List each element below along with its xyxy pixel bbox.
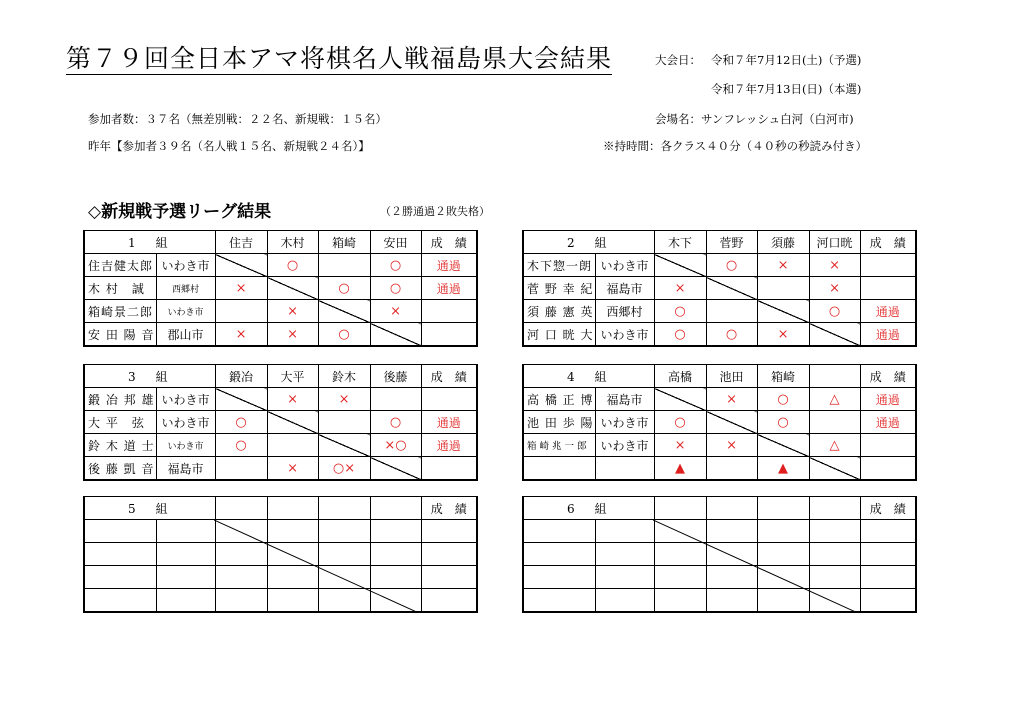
result-cell: 通過 [860,300,916,323]
match-cell [215,254,267,277]
result-cell: 通過 [421,277,477,300]
player-name: 須 藤 憲 英 [523,300,595,323]
result-cell [421,300,477,323]
opponent-header: 住吉 [215,231,267,254]
match-cell [809,520,860,543]
match-cell [654,388,706,411]
match-cell [809,589,860,613]
player-name [523,566,595,589]
date-label: 大会日： [655,53,701,67]
league-table-group-5 [83,496,478,613]
opponent-header [370,497,421,520]
player-town [156,520,215,543]
page-title: 第７９回全日本アマ将棋名人戦福島県大会結果 [66,44,613,73]
match-cell [318,411,370,434]
rule-note: （２勝通過２敗失格） [380,205,490,218]
opponent-header: 須藤 [757,231,809,254]
player-name [84,589,156,613]
match-cell: ○ [757,411,809,434]
player-row [523,254,916,277]
match-cell [706,411,757,434]
result-cell: 通過 [421,411,477,434]
match-cell [706,520,757,543]
player-row [84,323,477,347]
player-name [523,520,595,543]
player-name [523,543,595,566]
opponent-header: 大平 [267,365,318,388]
result-cell [421,566,477,589]
match-cell: ○ [757,388,809,411]
match-cell [267,434,318,457]
result-header: 成 績 [860,497,916,520]
player-town: いわき市 [156,434,215,457]
result-cell [421,589,477,613]
player-town: 西郷村 [156,277,215,300]
match-cell: × [267,457,318,481]
match-cell [809,543,860,566]
result-cell: 通過 [421,434,477,457]
player-row [523,388,916,411]
player-row [84,277,477,300]
player-town [595,566,654,589]
match-cell [706,589,757,613]
result-header: 成 績 [421,231,477,254]
player-town: いわき市 [595,254,654,277]
result-cell [860,457,916,481]
player-town: 福島市 [595,277,654,300]
result-cell [860,254,916,277]
match-cell: ○ [267,254,318,277]
match-cell: ▲ [757,457,809,481]
last-year-text: 昨年【参加者３９名（名人戦１５名、新規戦２４名）】 [88,139,370,153]
match-cell: ○ [654,323,706,347]
player-row [523,457,916,481]
match-cell [267,520,318,543]
player-row [84,411,477,434]
player-name: 鈴 木 道 士 [84,434,156,457]
match-cell [757,434,809,457]
match-cell [370,566,421,589]
match-cell [267,411,318,434]
player-name: 菅 野 幸 紀 [523,277,595,300]
match-cell [654,254,706,277]
player-town [156,589,215,613]
player-town [595,589,654,613]
time-limit-text: ※持時間：各クラス４０分（４０秒の秒読み付き） [603,139,868,153]
player-town [595,457,654,481]
match-cell [809,323,860,347]
match-cell [370,589,421,613]
match-cell [757,543,809,566]
player-row [523,434,916,457]
player-town: いわき市 [595,434,654,457]
match-cell [267,277,318,300]
player-name [84,543,156,566]
match-cell [318,543,370,566]
opponent-header: 木下 [654,231,706,254]
match-cell [757,300,809,323]
player-row [84,543,477,566]
league-table-group-4 [522,364,917,481]
match-cell: ▲ [654,457,706,481]
match-cell: × [370,300,421,323]
player-name: 箱崎景二郎 [84,300,156,323]
league-table-group-3 [83,364,478,481]
result-header: 成 績 [421,365,477,388]
player-name [523,457,595,481]
match-cell [318,300,370,323]
match-cell: × [809,254,860,277]
group-label: 6 組 [523,497,654,520]
match-cell: ○ [706,254,757,277]
opponent-header: 鈴木 [318,365,370,388]
match-cell [215,388,267,411]
player-row [523,411,916,434]
match-cell [267,589,318,613]
match-cell: × [267,300,318,323]
match-cell: △ [809,434,860,457]
group-label: 4 組 [523,365,654,388]
player-name: 大 平 弦 [84,411,156,434]
match-cell: ○ [654,300,706,323]
match-cell: × [757,254,809,277]
result-header: 成 績 [860,231,916,254]
player-row [84,520,477,543]
match-cell: × [215,323,267,347]
match-cell: ○ [654,411,706,434]
player-name [84,566,156,589]
match-cell [215,566,267,589]
match-cell [809,566,860,589]
participants-text: 参加者数：３７名（無差別戦：２２名、新規戦：１５名） [88,112,387,126]
match-cell [706,300,757,323]
match-cell [215,543,267,566]
match-cell [370,457,421,481]
match-cell: △ [809,388,860,411]
player-row [523,520,916,543]
match-cell: × [706,434,757,457]
match-cell [318,566,370,589]
match-cell [370,520,421,543]
match-cell: ○ [370,411,421,434]
match-cell [215,300,267,323]
result-cell [860,566,916,589]
result-cell [860,543,916,566]
match-cell [370,543,421,566]
player-name: 後 藤 凱 音 [84,457,156,481]
opponent-header: 箱崎 [318,231,370,254]
match-cell: ○ [318,277,370,300]
opponent-header: 箱崎 [757,365,809,388]
player-town: いわき市 [595,323,654,347]
match-cell [706,277,757,300]
section-title: ◇新規戦予選リーグ結果 [88,202,272,222]
opponent-header [809,365,860,388]
player-row [84,388,477,411]
match-cell [654,520,706,543]
match-cell: ○ [370,254,421,277]
group-label: 2 組 [523,231,654,254]
match-cell [757,520,809,543]
match-cell [654,543,706,566]
venue-text: 会場名：サンフレッシュ白河（白河市) [655,112,854,126]
opponent-header: 池田 [706,365,757,388]
opponent-header: 安田 [370,231,421,254]
match-cell: × [809,277,860,300]
player-row [84,589,477,613]
player-row [84,566,477,589]
match-cell [215,589,267,613]
player-town [156,543,215,566]
match-cell: ○ [215,434,267,457]
player-town: いわき市 [595,411,654,434]
match-cell: × [757,323,809,347]
match-cell: × [267,323,318,347]
player-row [523,543,916,566]
player-name: 箱 崎 兆 一 郎 [523,434,595,457]
match-cell [809,457,860,481]
date-main: 令和７年7月13日(日)（本選) [711,82,862,96]
opponent-header: 後藤 [370,365,421,388]
result-cell [860,434,916,457]
player-row [523,323,916,347]
opponent-header [654,497,706,520]
opponent-header: 木村 [267,231,318,254]
player-name: 木 村 誠 [84,277,156,300]
player-name: 安 田 陽 音 [84,323,156,347]
match-cell [370,323,421,347]
player-town: いわき市 [156,388,215,411]
match-cell: × [654,277,706,300]
player-name: 鍛 冶 邦 雄 [84,388,156,411]
match-cell [706,566,757,589]
player-name: 住吉健太郎 [84,254,156,277]
match-cell: × [215,277,267,300]
opponent-header [757,497,809,520]
result-cell [421,323,477,347]
player-row [84,300,477,323]
result-header: 成 績 [860,365,916,388]
match-cell [706,543,757,566]
player-town [595,520,654,543]
opponent-header: 菅野 [706,231,757,254]
match-cell: × [318,388,370,411]
opponent-header [215,497,267,520]
player-town: 西郷村 [595,300,654,323]
opponent-header [706,497,757,520]
opponent-header: 鍛冶 [215,365,267,388]
match-cell: ○ [370,277,421,300]
match-cell: ○ [215,411,267,434]
player-row [84,254,477,277]
match-cell: ○× [318,457,370,481]
player-town: いわき市 [156,254,215,277]
match-cell [370,388,421,411]
match-cell: × [267,388,318,411]
result-cell: 通過 [860,411,916,434]
match-cell [706,457,757,481]
result-cell: 通過 [860,388,916,411]
result-header: 成 績 [421,497,477,520]
player-row [84,434,477,457]
match-cell [318,254,370,277]
match-cell: × [654,434,706,457]
result-cell [860,277,916,300]
player-town: いわき市 [156,411,215,434]
league-table-group-2 [522,230,917,347]
result-cell [860,589,916,613]
match-cell: ○ [809,300,860,323]
player-name [84,520,156,543]
player-town [156,566,215,589]
match-cell: ○ [706,323,757,347]
match-cell: ×○ [370,434,421,457]
league-table-group-1 [83,230,478,347]
result-cell [421,520,477,543]
result-cell [421,388,477,411]
player-town: 郡山市 [156,323,215,347]
player-row [84,457,477,481]
player-name [523,589,595,613]
player-town [595,543,654,566]
match-cell [809,411,860,434]
match-cell [267,566,318,589]
player-row [523,589,916,613]
group-label: 1 組 [84,231,215,254]
match-cell [757,566,809,589]
result-cell [860,520,916,543]
date-prelim: 令和７年7月12日(土)（予選) [711,53,862,67]
match-cell [757,277,809,300]
player-town: 福島市 [156,457,215,481]
match-cell: × [706,388,757,411]
player-town: いわき市 [156,300,215,323]
opponent-header: 高橋 [654,365,706,388]
league-table-group-6 [522,496,917,613]
group-label: 3 組 [84,365,215,388]
match-cell: ○ [318,323,370,347]
result-cell: 通過 [421,254,477,277]
player-row [523,300,916,323]
match-cell [215,520,267,543]
opponent-header [267,497,318,520]
match-cell [267,543,318,566]
player-row [523,566,916,589]
result-cell [421,543,477,566]
match-cell [757,589,809,613]
player-name: 木下惣一朗 [523,254,595,277]
match-cell [318,520,370,543]
match-cell [654,566,706,589]
group-label: 5 組 [84,497,215,520]
opponent-header [809,497,860,520]
player-name: 池 田 歩 陽 [523,411,595,434]
opponent-header: 河口晄 [809,231,860,254]
result-cell [421,457,477,481]
match-cell [318,434,370,457]
result-cell: 通過 [860,323,916,347]
match-cell [215,457,267,481]
opponent-header [318,497,370,520]
player-name: 河 口 晄 大 [523,323,595,347]
player-row [523,277,916,300]
match-cell [318,589,370,613]
player-town: 福島市 [595,388,654,411]
player-name: 高 橋 正 博 [523,388,595,411]
match-cell [654,589,706,613]
